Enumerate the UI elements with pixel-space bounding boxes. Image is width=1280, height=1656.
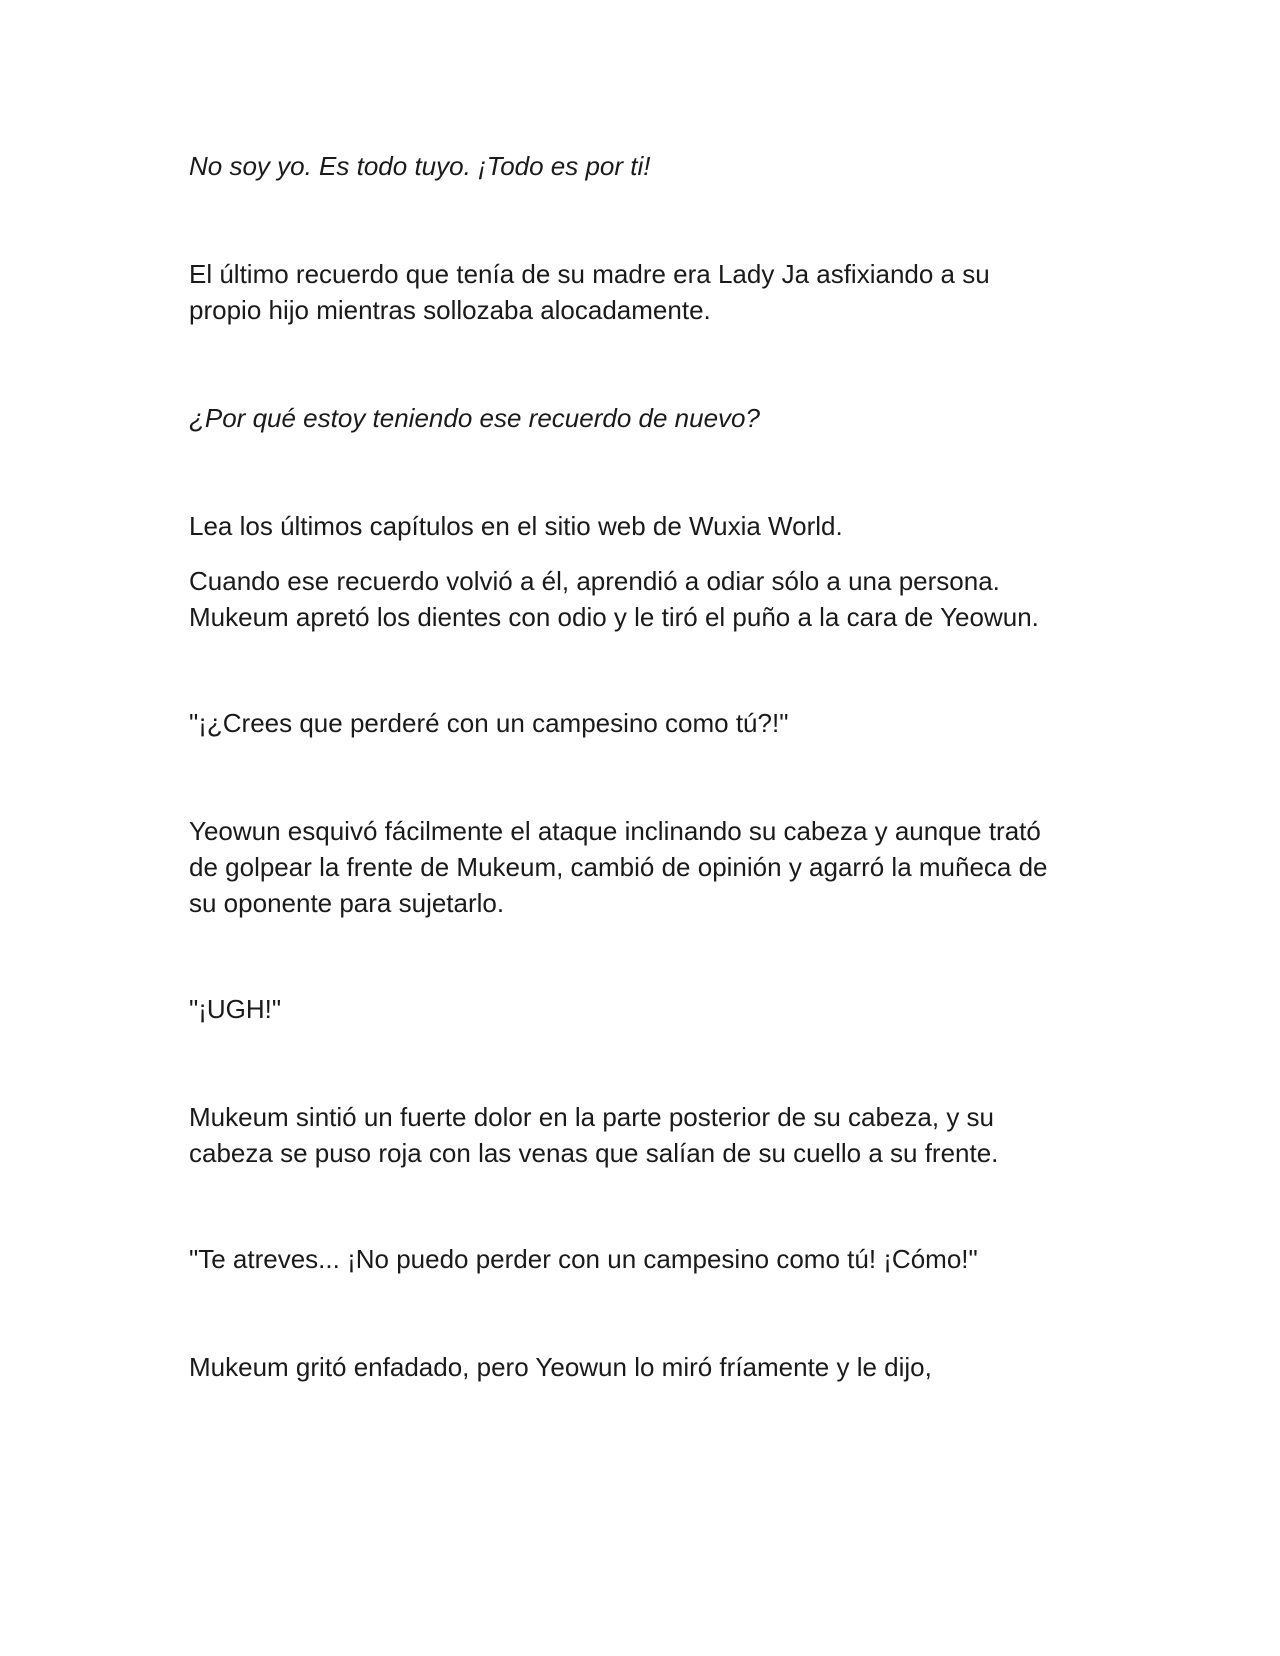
paragraph-8 bbox=[189, 991, 1109, 1027]
paragraph-line: Mukeum gritó enfadado, pero Yeowun lo miró fríamente y le dijo, bbox=[189, 1352, 932, 1382]
paragraph-11 bbox=[189, 1349, 1109, 1385]
paragraph-1 bbox=[189, 148, 1109, 184]
paragraph-line: cabeza se puso roja con las venas que salían de su cuello a su frente. bbox=[189, 1138, 999, 1168]
paragraph-line: "¡UGH!" bbox=[189, 994, 282, 1024]
paragraph-2 bbox=[189, 256, 1109, 328]
paragraph-line: Yeowun esquivó fácilmente el ataque inclinando su cabeza y aunque trató bbox=[189, 816, 1041, 846]
paragraph-9 bbox=[189, 1099, 1109, 1171]
paragraph-5 bbox=[189, 563, 1109, 635]
paragraph-4 bbox=[189, 508, 1109, 544]
paragraph-line: Mukeum sintió un fuerte dolor en la parte posterior de su cabeza, y su bbox=[189, 1102, 994, 1132]
paragraph-line: propio hijo mientras sollozaba alocadamente. bbox=[189, 295, 711, 325]
paragraph-line: "¡¿Crees que perderé con un campesino como tú?!" bbox=[189, 708, 789, 738]
paragraph-line: su oponente para sujetarlo. bbox=[189, 888, 505, 918]
paragraph-line: El último recuerdo que tenía de su madre era Lady Ja asfixiando a su bbox=[189, 259, 990, 289]
paragraph-7 bbox=[189, 813, 1109, 921]
paragraph-10 bbox=[189, 1241, 1109, 1277]
paragraph-line: Mukeum apretó los dientes con odio y le tiró el puño a la cara de Yeowun. bbox=[189, 602, 1039, 632]
paragraph-line: ¿Por qué estoy teniendo ese recuerdo de nuevo? bbox=[189, 403, 760, 433]
paragraph-line: de golpear la frente de Mukeum, cambió de opinión y agarró la muñeca de bbox=[189, 852, 1048, 882]
paragraph-line: Lea los últimos capítulos en el sitio web de Wuxia World. bbox=[189, 511, 843, 541]
paragraph-3 bbox=[189, 400, 1109, 436]
paragraph-line: No soy yo. Es todo tuyo. ¡Todo es por ti! bbox=[189, 151, 651, 181]
paragraph-6 bbox=[189, 705, 1109, 741]
paragraph-line: "Te atreves... ¡No puedo perder con un campesino como tú! ¡Cómo!" bbox=[189, 1244, 978, 1274]
paragraph-line: Cuando ese recuerdo volvió a él, aprendió a odiar sólo a una persona. bbox=[189, 566, 1000, 596]
